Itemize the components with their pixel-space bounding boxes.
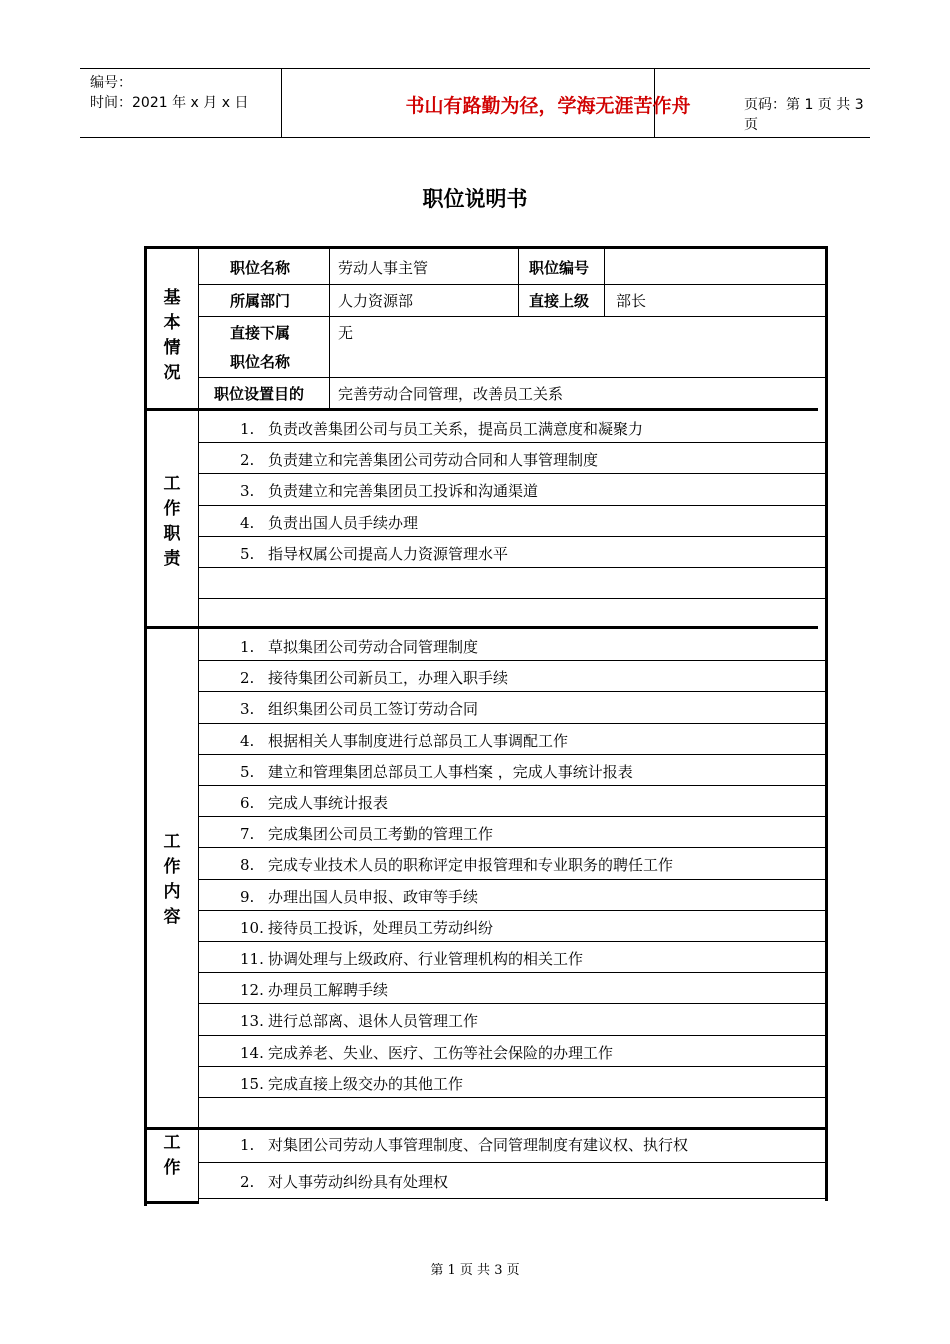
frame-bottom bbox=[199, 1198, 828, 1199]
section-basic: 基 本 情 况 bbox=[163, 288, 181, 383]
item-number: 1. bbox=[240, 638, 255, 656]
item-text: 指导权属公司提高人力资源管理水平 bbox=[268, 544, 509, 563]
row-line bbox=[199, 1035, 825, 1036]
subordinate-label: 直接下属 bbox=[230, 324, 291, 342]
row-line bbox=[199, 723, 825, 724]
row-line bbox=[199, 816, 825, 817]
item-number: 15. bbox=[240, 1074, 264, 1093]
item-text: 根据相关人事制度进行总部员工人事调配工作 bbox=[268, 731, 569, 750]
row-line bbox=[199, 505, 825, 506]
header-meta bbox=[90, 73, 248, 113]
item-number: 5. bbox=[240, 762, 255, 781]
row-line bbox=[199, 785, 825, 786]
section-line bbox=[144, 408, 818, 411]
row-line bbox=[199, 660, 825, 661]
list-item bbox=[240, 1171, 448, 1192]
superior-value: 部长 bbox=[616, 292, 647, 310]
item-text: 完成集团公司员工考勤的管理工作 bbox=[268, 825, 494, 844]
item-text: 负责改善集团公司与员工关系，提高员工满意度和凝聚力 bbox=[268, 420, 644, 438]
row-line bbox=[199, 284, 825, 285]
item-number: 2. bbox=[240, 1173, 255, 1191]
row-line bbox=[199, 442, 825, 443]
list-item bbox=[240, 761, 633, 782]
frame-top bbox=[144, 246, 828, 249]
subordinate-label-2: 职位名称 bbox=[230, 353, 291, 371]
subordinate-value: 无 bbox=[338, 324, 354, 342]
row-line bbox=[199, 972, 825, 973]
list-item bbox=[240, 730, 568, 751]
list-item bbox=[240, 917, 493, 938]
item-text: 完成直接上级交办的其他工作 bbox=[268, 1074, 464, 1093]
item-number: 3. bbox=[240, 482, 255, 501]
item-text: 对人事劳动纠纷具有处理权 bbox=[268, 1173, 449, 1191]
item-number: 4. bbox=[240, 731, 255, 750]
list-item bbox=[240, 823, 493, 844]
list-item bbox=[240, 886, 478, 907]
item-text: 协调处理与上级政府、行业管理机构的相关工作 bbox=[268, 950, 584, 968]
item-number: 9. bbox=[240, 887, 255, 906]
item-text: 接待集团公司新员工，办理入职手续 bbox=[268, 669, 509, 688]
item-number: 1. bbox=[240, 420, 255, 438]
list-item bbox=[240, 979, 388, 1000]
item-text: 对集团公司劳动人事管理制度、合同管理制度有建议权、执行权 bbox=[268, 1136, 689, 1154]
page-footer: 第 1 页 共 3 页 bbox=[430, 1263, 520, 1278]
row-line bbox=[199, 598, 825, 599]
row-line bbox=[199, 377, 825, 378]
frame-right bbox=[825, 246, 828, 1201]
list-item bbox=[240, 1010, 478, 1031]
row-line bbox=[199, 1162, 825, 1163]
position-code-label: 职位编号 bbox=[529, 259, 590, 277]
row-line bbox=[199, 567, 825, 568]
item-text: 完成人事统计报表 bbox=[268, 794, 389, 812]
list-item bbox=[240, 543, 508, 564]
list-item bbox=[240, 480, 538, 501]
purpose-label: 职位设置目的 bbox=[214, 385, 305, 403]
section-authority: 工 作 bbox=[163, 1133, 181, 1178]
frame-left bbox=[144, 246, 147, 1206]
row-line bbox=[199, 847, 825, 848]
item-number: 4. bbox=[240, 513, 255, 532]
list-item bbox=[240, 636, 478, 657]
item-number: 1. bbox=[240, 1136, 255, 1154]
item-text: 办理出国人员申报、政审等手续 bbox=[268, 887, 479, 906]
dept-label: 所属部门 bbox=[230, 292, 291, 310]
item-number: 11. bbox=[240, 950, 264, 968]
item-number: 7. bbox=[240, 825, 255, 844]
row-line bbox=[199, 1066, 825, 1067]
doc-number-label: 编号： bbox=[90, 75, 132, 91]
frame-bottom-left bbox=[144, 1201, 199, 1204]
row-line bbox=[199, 473, 825, 474]
dept-value: 人力资源部 bbox=[338, 292, 414, 310]
list-item bbox=[240, 698, 478, 719]
col-line bbox=[329, 249, 330, 408]
item-text: 组织集团公司员工签订劳动合同 bbox=[268, 700, 479, 719]
date-line: 时间：2021 年 x 月 x 日 bbox=[90, 95, 249, 111]
item-text: 建立和管理集团总部员工人事档案 ，完成人事统计报表 bbox=[268, 762, 633, 781]
row-line bbox=[199, 754, 825, 755]
row-line bbox=[199, 941, 825, 942]
item-number: 13. bbox=[240, 1012, 264, 1031]
item-number: 2. bbox=[240, 451, 255, 470]
item-text: 进行总部离、退休人员管理工作 bbox=[268, 1012, 479, 1031]
section-line bbox=[144, 626, 818, 629]
header-divider bbox=[281, 69, 282, 137]
item-text: 完成养老、失业、医疗、工伤等社会保险的办理工作 bbox=[268, 1043, 614, 1062]
row-line bbox=[199, 1097, 825, 1098]
page-info: 页码：第 1 页 共 3 页 bbox=[744, 97, 864, 133]
list-item bbox=[240, 449, 598, 470]
item-text: 负责出国人员手续办理 bbox=[268, 513, 419, 532]
item-number: 8. bbox=[240, 856, 255, 875]
item-number: 5. bbox=[240, 544, 255, 563]
page-header bbox=[80, 68, 870, 138]
document-title: 职位说明书 bbox=[422, 187, 528, 211]
list-item bbox=[240, 948, 583, 969]
position-name-label: 职位名称 bbox=[230, 259, 291, 277]
item-text: 办理员工解聘手续 bbox=[268, 981, 389, 1000]
item-number: 6. bbox=[240, 794, 255, 812]
item-text: 接待员工投诉，处理员工劳动纠纷 bbox=[268, 918, 494, 937]
item-text: 负责建立和完善集团员工投诉和沟通渠道 bbox=[268, 482, 539, 501]
col-line bbox=[518, 249, 519, 316]
list-item bbox=[240, 1042, 613, 1063]
item-number: 12. bbox=[240, 981, 264, 1000]
superior-label: 直接上级 bbox=[529, 292, 590, 310]
row-line bbox=[199, 1003, 825, 1004]
item-text: 负责建立和完善集团公司劳动合同和人事管理制度 bbox=[268, 451, 599, 470]
row-line bbox=[199, 536, 825, 537]
item-number: 10. bbox=[240, 918, 264, 937]
row-line bbox=[199, 691, 825, 692]
list-item bbox=[240, 512, 418, 533]
list-item bbox=[240, 792, 388, 813]
section-duties: 工 作 职 责 bbox=[163, 474, 181, 569]
motto: 书山有路勤为径，学海无涯苦作舟 bbox=[405, 95, 691, 117]
item-text: 完成专业技术人员的职称评定申报管理和专业职务的聘任工作 bbox=[268, 856, 674, 875]
item-text: 草拟集团公司劳动合同管理制度 bbox=[268, 638, 479, 656]
list-item bbox=[240, 418, 643, 439]
list-item bbox=[240, 854, 673, 875]
item-number: 2. bbox=[240, 669, 255, 688]
position-name-value: 劳动人事主管 bbox=[338, 259, 429, 277]
section-line bbox=[144, 1127, 828, 1130]
job-description-form bbox=[144, 246, 828, 1206]
purpose-value: 完善劳动合同管理，改善员工关系 bbox=[338, 385, 564, 403]
item-number: 3. bbox=[240, 700, 255, 719]
col-line bbox=[604, 249, 605, 316]
list-item bbox=[240, 1073, 463, 1094]
list-item bbox=[240, 1134, 688, 1155]
row-line bbox=[199, 910, 825, 911]
row-line bbox=[199, 316, 825, 317]
section-content: 工 作 内 容 bbox=[163, 832, 181, 927]
row-line bbox=[199, 879, 825, 880]
list-item bbox=[240, 667, 508, 688]
item-number: 14. bbox=[240, 1043, 264, 1062]
